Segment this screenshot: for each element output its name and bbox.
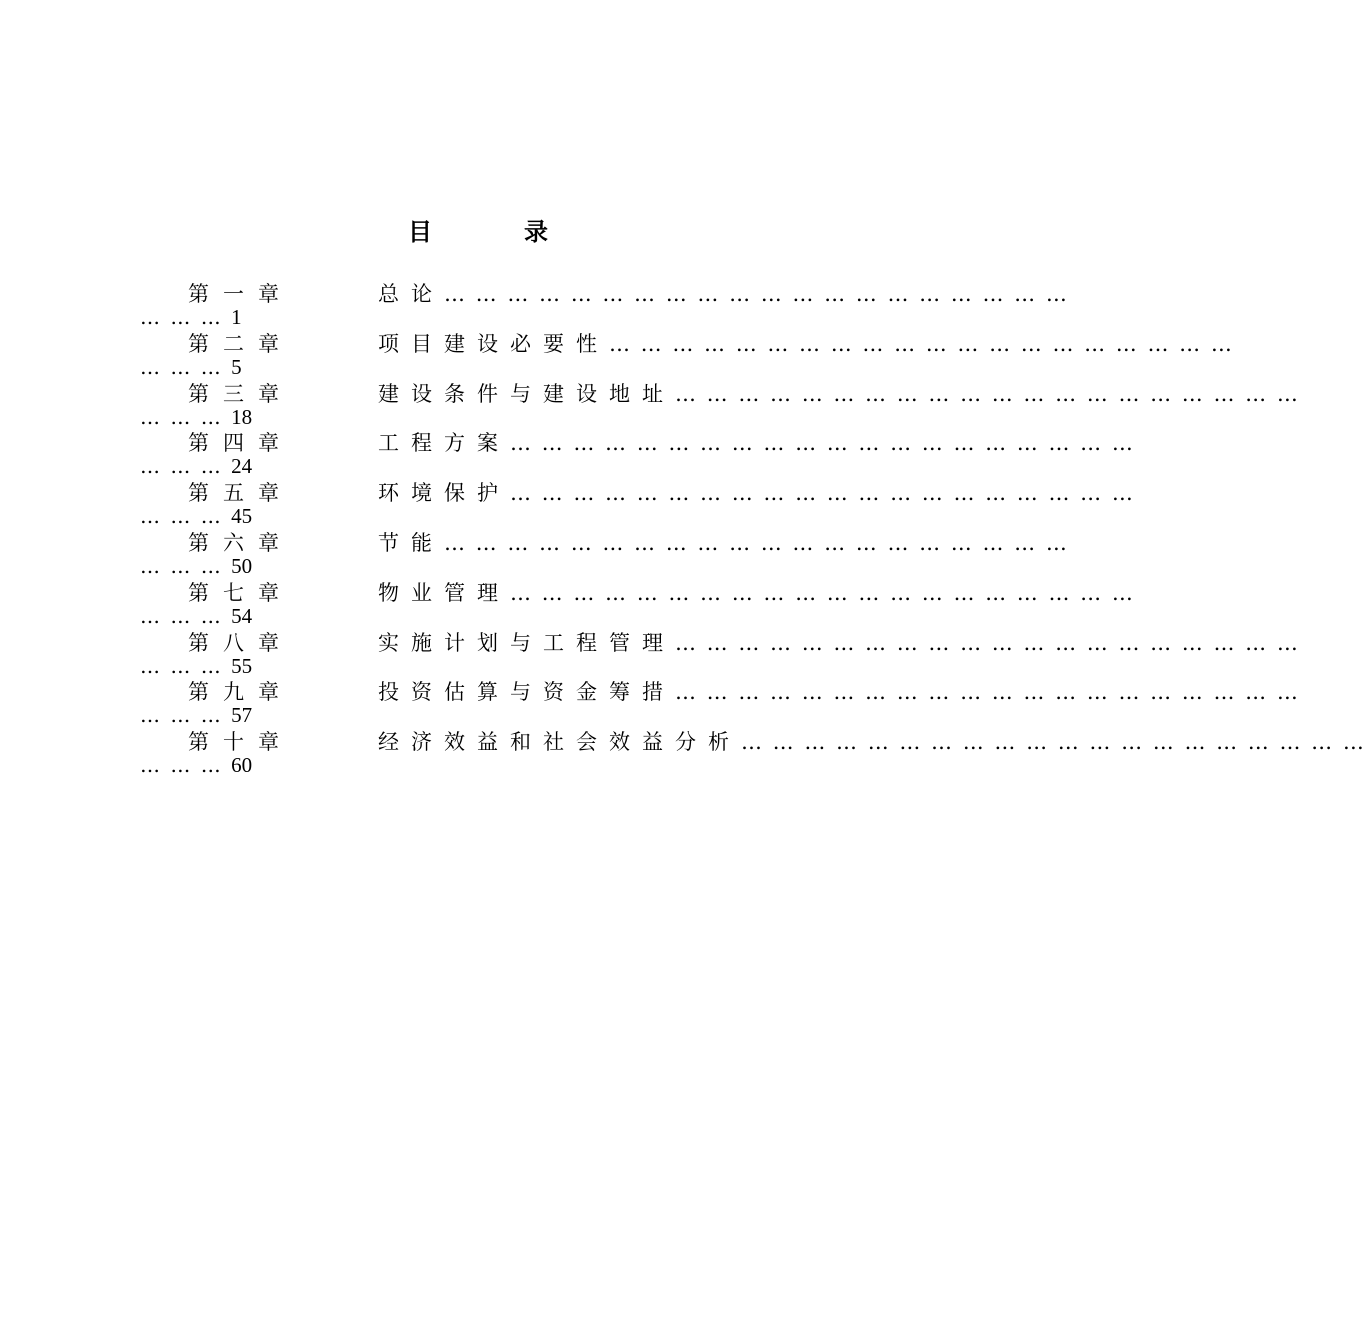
toc-leader-dots: … … … … … … … … … … … … … … … … … … … …: [510, 481, 1135, 506]
toc-page-number: 57: [231, 703, 253, 728]
toc-tail-dots: … … …: [140, 504, 232, 529]
toc-tail-dots: … … …: [140, 354, 232, 379]
toc-tail-dots: … … …: [140, 603, 232, 628]
toc-page-number: 60: [231, 753, 253, 778]
toc-chapter-title: 总论: [378, 282, 444, 306]
toc-entry: [140, 726, 1366, 778]
toc-tail-dots: … … …: [140, 454, 232, 479]
toc-chapter-number: 第六章: [188, 530, 293, 555]
toc-chapter-title: 工程方案: [378, 431, 510, 456]
toc-entry: [140, 427, 1135, 479]
toc-leader-dots: … … … … … … … … … … … … … … … … … … … …: [741, 730, 1366, 755]
toc-page-number: 24: [231, 454, 253, 479]
toc-tail-dots: … … …: [140, 753, 232, 778]
toc-page-number: 5: [231, 354, 242, 379]
toc-title: 目 录: [408, 217, 582, 246]
toc-chapter-title: 经济效益和社会效益分析: [378, 730, 741, 755]
toc-chapter-title: 建设条件与建设地址: [378, 381, 675, 406]
toc-entry: [140, 378, 1300, 429]
toc-entry: [140, 328, 1234, 379]
toc-chapter-number: 第一章: [188, 282, 293, 306]
toc-tail-dots: … … …: [140, 553, 232, 578]
toc-leader-dots: … … … … … … … … … … … … … … … … … … … …: [510, 580, 1135, 605]
toc-chapter-number: 第九章: [188, 680, 293, 705]
toc-chapter-title: 物业管理: [378, 580, 510, 605]
toc-leader-dots: … … … … … … … … … … … … … … … … … … … …: [675, 381, 1300, 406]
toc-chapter-title: 实施计划与工程管理: [378, 630, 675, 655]
toc-entry: [140, 278, 1069, 329]
toc-chapter-number: 第五章: [188, 481, 293, 506]
toc-chapter-number: 第十章: [188, 730, 293, 755]
toc-chapter-title: 环境保护: [378, 481, 510, 506]
toc-entry: [140, 477, 1135, 529]
toc-chapter-title: 节能: [378, 530, 444, 555]
toc-chapter-title: 项目建设必要性: [378, 331, 609, 356]
toc-entry: [140, 627, 1300, 678]
toc-leader-dots: … … … … … … … … … … … … … … … … … … … …: [444, 282, 1069, 306]
toc-leader-dots: … … … … … … … … … … … … … … … … … … … …: [609, 331, 1234, 356]
toc-leader-dots: … … … … … … … … … … … … … … … … … … … …: [675, 630, 1300, 655]
toc-page-number: 18: [231, 404, 253, 429]
toc-leader-dots: … … … … … … … … … … … … … … … … … … … …: [675, 680, 1300, 705]
toc-chapter-number: 第二章: [188, 331, 293, 356]
toc-leader-dots: … … … … … … … … … … … … … … … … … … … …: [510, 431, 1135, 456]
toc-tail-dots: … … …: [140, 305, 232, 329]
toc-chapter-number: 第八章: [188, 630, 293, 655]
toc-tail-dots: … … …: [140, 703, 232, 728]
toc-entry: [140, 577, 1135, 628]
toc-page-number: 1: [231, 305, 242, 329]
toc-chapter-number: 第四章: [188, 431, 293, 456]
toc-leader-dots: … … … … … … … … … … … … … … … … … … … …: [444, 530, 1069, 555]
toc-tail-dots: … … …: [140, 653, 232, 678]
toc-page-number: 45: [231, 504, 253, 529]
toc-page-number: 50: [231, 553, 253, 578]
toc-list: [140, 278, 1366, 778]
toc-chapter-number: 第三章: [188, 381, 293, 406]
toc-entry: [140, 527, 1069, 578]
toc-chapter-title: 投资估算与资金筹措: [378, 680, 675, 705]
toc-tail-dots: … … …: [140, 404, 232, 429]
toc-page-number: 55: [231, 653, 253, 678]
toc-entry: [140, 676, 1300, 728]
toc-page-number: 54: [231, 603, 253, 628]
toc-chapter-number: 第七章: [188, 580, 293, 605]
